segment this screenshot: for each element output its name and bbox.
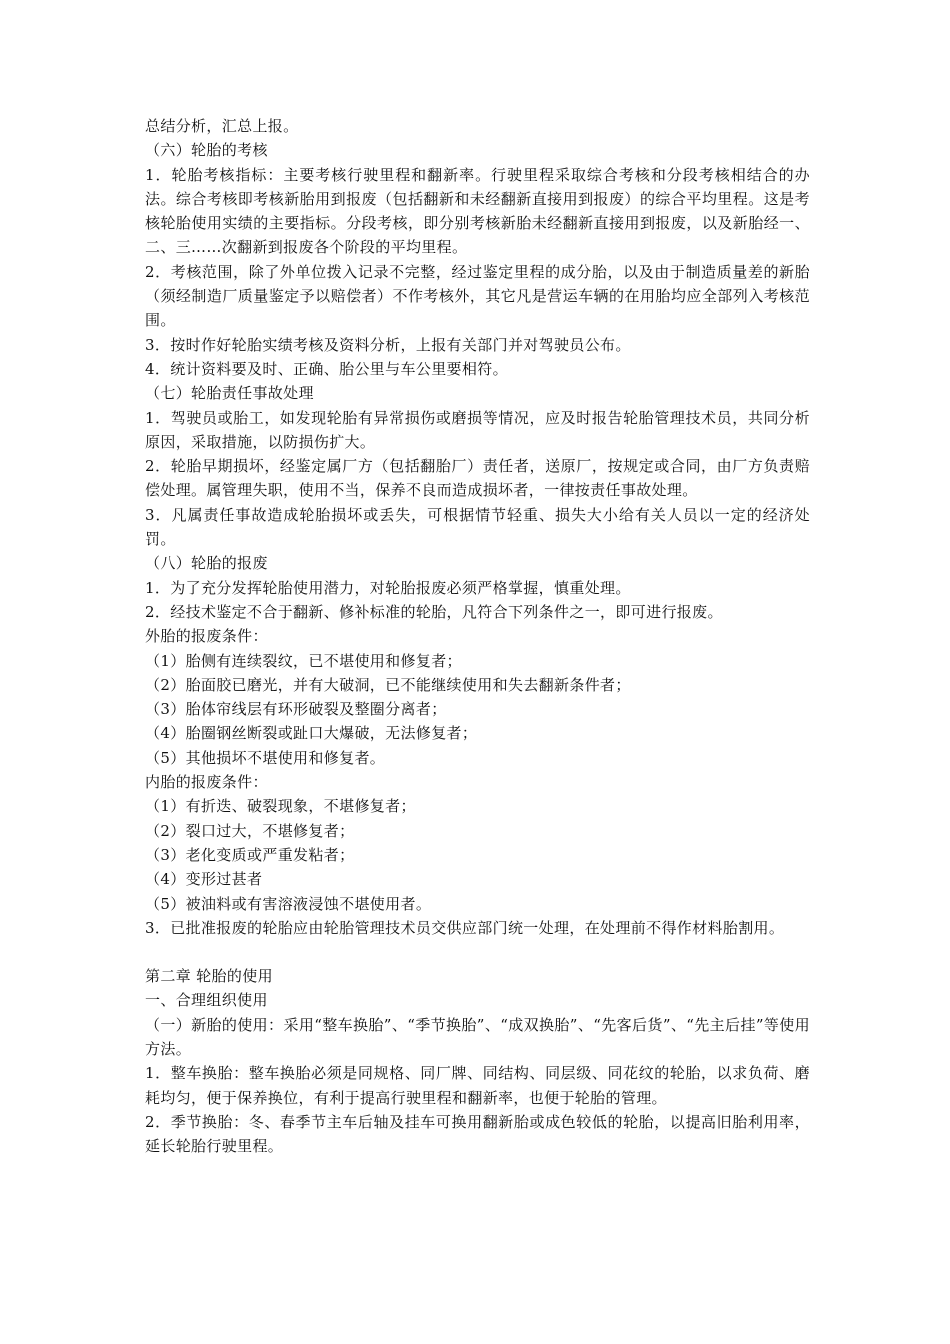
list-item: （4）变形过甚者 [145,870,263,889]
paragraph: 4．统计资料要及时、正确、胎公里与车公里要相符。 [145,359,508,378]
list-item: （2）胎面胶已磨光，并有大破洞，已不能继续使用和失去翻新条件者； [145,675,631,694]
paragraph: 3．凡属责任事故造成轮胎损坏或丢失，可根据情节轻重、损失大小给有关人员以一定的经济处罚。 [145,505,810,549]
list-item: （1）胎侧有连续裂纹，已不堪使用和修复者； [145,651,462,670]
paragraph: 2．轮胎早期损坏，经鉴定属厂方（包括翻胎厂）责任者，送原厂，按规定或合同，由厂方负责赔偿处理。属管理失职，使用不当，保养不良而造成损坏者，一律按责任事故处理。 [145,457,810,500]
paragraph: 1．轮胎考核指标：主要考核行驶里程和翻新率。行驶里程采取综合考核和分段考核相结合的办法。综合考核即考核新胎用到报废（包括翻新和未经翻新直接用到报废）的综合平均里程。这是考核轮胎使用实绩的主要指标。分段考核，即分别考核新胎未经翻新直接用到报废，以及新胎经一、二、三……次翻新到报废各个阶段的平均里程。 [145,165,810,257]
blank-line [145,940,810,964]
paragraph: 3．按时作好轮胎实绩考核及资料分析，上报有关部门并对驾驶员公布。 [145,335,631,354]
paragraph: 1．整车换胎：整车换胎必须是同规格、同厂牌、同结构、同层级、同花纹的轮胎，以求负荷、磨耗均匀，便于保养换位，有利于提高行驶里程和翻新率，也便于轮胎的管理。 [145,1064,810,1107]
section-heading-8: （八）轮胎的报废 [145,554,268,573]
subheading-inner-tube: 内胎的报废条件： [145,773,268,792]
subheading-outer-tire: 外胎的报废条件： [145,627,268,646]
list-item: （3）胎体帘线层有环形破裂及整圈分离者； [145,700,447,719]
paragraph: 2．季节换胎：冬、春季节主车后轴及挂车可换用翻新胎或成色较低的轮胎，以提高旧胎利用率，延长轮胎行驶里程。 [145,1112,810,1156]
paragraph: 总结分析，汇总上报。 [145,117,299,135]
paragraph: 2．考核范围，除了外单位拨入记录不完整，经过鉴定里程的成分胎，以及由于制造质量差的新胎（须经制造厂质量鉴定予以赔偿者）不作考核外，其它凡是营运车辆的在用胎均应全部列入考核范围。 [145,262,810,330]
list-item: （5）其他损坏不堪使用和修复者。 [145,748,386,767]
list-item: （2）裂口过大，不堪修复者； [145,821,355,840]
paragraph: （一）新胎的使用：采用“整车换胎”、“季节换胎”、“成双换胎”、“先客后货”、“先主后挂”等使用方法。 [145,1015,810,1058]
section-heading-6: （六）轮胎的考核 [145,141,268,160]
section-heading: 一、合理组织使用 [145,991,268,1010]
list-item: （3）老化变质或严重发粘者； [145,845,355,864]
list-item: （1）有折迭、破裂现象，不堪修复者； [145,797,416,816]
paragraph: 1．驾驶员或胎工，如发现轮胎有异常损伤或磨损等情况，应及时报告轮胎管理技术员，共同分析原因，采取措施，以防损伤扩大。 [145,408,810,451]
paragraph: 3．已批准报废的轮胎应由轮胎管理技术员交供应部门统一处理，在处理前不得作材料胎割用。 [145,918,785,937]
chapter-title: 第二章 轮胎的使用 [145,967,273,986]
paragraph: 2．经技术鉴定不合于翻新、修补标准的轮胎，凡符合下列条件之一，即可进行报废。 [145,602,723,621]
paragraph: 1．为了充分发挥轮胎使用潜力，对轮胎报废必须严格掌握，慎重处理。 [145,578,631,597]
list-item: （4）胎圈钢丝断裂或趾口大爆破，无法修复者； [145,724,478,743]
section-heading-7: （七）轮胎责任事故处理 [145,384,314,403]
document-page [145,114,810,1158]
list-item: （5）被油料或有害溶液浸蚀不堪使用者。 [145,894,432,913]
